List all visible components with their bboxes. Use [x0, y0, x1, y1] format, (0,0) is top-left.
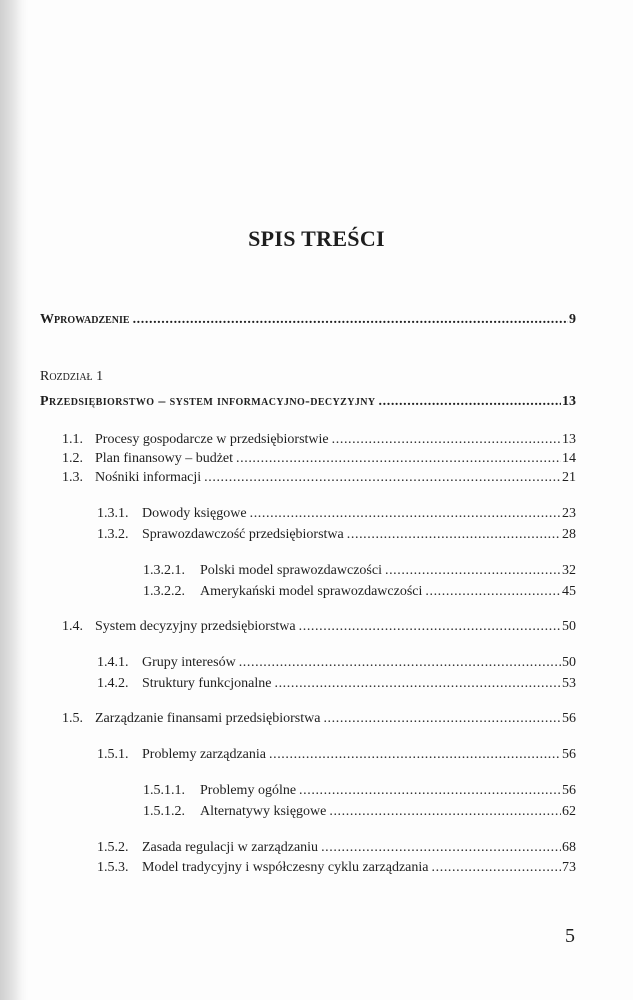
entry-number: 1.3.2.: [97, 527, 129, 542]
entry-text: System decyzyjny przedsiębiorstwa: [95, 619, 296, 634]
leader-dots: [332, 431, 561, 449]
toc-entry[interactable]: [97, 505, 576, 523]
toc-entry[interactable]: [62, 450, 576, 468]
leader-dots: [239, 654, 561, 672]
leader-dots: [329, 803, 561, 821]
entry-page: 32: [562, 563, 576, 578]
leader-dots: [299, 618, 561, 636]
toc-entry[interactable]: [97, 746, 576, 764]
leader-dots: [204, 469, 561, 487]
leader-dots: [425, 583, 561, 601]
entry-page: 68: [562, 840, 576, 855]
toc-entry[interactable]: [62, 710, 576, 728]
entry-page: 13: [562, 432, 576, 447]
entry-page: 56: [562, 783, 576, 798]
entry-text: Alternatywy księgowe: [200, 804, 327, 819]
page-gutter-fade: [22, 0, 28, 1000]
leader-dots: [347, 526, 561, 544]
toc-entry[interactable]: [97, 839, 576, 857]
toc-entry[interactable]: [62, 469, 576, 487]
leader-dots: [250, 505, 561, 523]
leader-dots: [299, 782, 561, 800]
entry-number: 1.4.: [62, 619, 83, 634]
entry-page: 50: [562, 619, 576, 634]
leader-dots: [274, 675, 561, 693]
entry-text: Model tradycyjny i współczesny cyklu zarządzania: [142, 860, 429, 875]
entry-number: 1.4.1.: [97, 655, 129, 670]
toc-entry[interactable]: [97, 675, 576, 693]
entry-page: 56: [562, 711, 576, 726]
entry-number: 1.5.1.: [97, 747, 129, 762]
entry-number: 1.3.2.1.: [143, 563, 185, 578]
leader-dots: [323, 710, 561, 728]
entry-page: 28: [562, 527, 576, 542]
entry-number: 1.3.: [62, 470, 83, 485]
entry-text: Wprowadzenie: [40, 312, 130, 327]
entry-page: 53: [562, 676, 576, 691]
toc-entry[interactable]: [62, 618, 576, 636]
entry-number: 1.5.1.2.: [143, 804, 185, 819]
page-title: SPIS TREŚCI: [248, 226, 385, 251]
page-gutter-shadow: [0, 0, 22, 1000]
entry-text: Dowody księgowe: [142, 506, 247, 521]
chapter-label: Rozdział 1: [40, 369, 104, 384]
entry-page: 50: [562, 655, 576, 670]
toc-entry[interactable]: [97, 526, 576, 544]
toc-entry[interactable]: [143, 583, 576, 601]
entry-number: 1.5.3.: [97, 860, 129, 875]
leader-dots: [385, 562, 561, 580]
entry-number: 1.4.2.: [97, 676, 129, 691]
entry-number: 1.3.1.: [97, 506, 129, 521]
entry-text: Problemy zarządzania: [142, 747, 266, 762]
leader-dots: [432, 859, 561, 877]
entry-text: Procesy gospodarcze w przedsiębiorstwie: [95, 432, 329, 447]
entry-number: 1.3.2.2.: [143, 584, 185, 599]
leader-dots: [379, 393, 561, 411]
toc-entry[interactable]: [97, 859, 576, 877]
toc-entry-introduction[interactable]: [40, 311, 576, 329]
entry-number: 1.2.: [62, 451, 83, 466]
entry-number: 1.5.1.1.: [143, 783, 185, 798]
toc-entry-chapter-1[interactable]: [40, 393, 576, 411]
entry-text: Struktury funkcjonalne: [142, 676, 272, 691]
entry-text: Plan finansowy – budżet: [95, 451, 234, 466]
toc-entry[interactable]: [143, 803, 576, 821]
entry-text: Sprawozdawczość przedsiębiorstwa: [142, 527, 344, 542]
leader-dots: [236, 450, 561, 468]
entry-text: Polski model sprawozdawczości: [200, 563, 382, 578]
toc-entry[interactable]: [143, 782, 576, 800]
entry-text: Grupy interesów: [142, 655, 236, 670]
entry-text: Zasada regulacji w zarządzaniu: [142, 840, 319, 855]
entry-text: Nośniki informacji: [95, 470, 202, 485]
entry-page: 9: [569, 312, 576, 327]
entry-page: 73: [562, 860, 576, 875]
entry-page: 45: [562, 584, 576, 599]
entry-number: 1.5.: [62, 711, 83, 726]
entry-page: 14: [562, 451, 576, 466]
leader-dots: [133, 311, 568, 329]
page-number: 5: [565, 925, 575, 947]
entry-page: 56: [562, 747, 576, 762]
entry-page: 62: [562, 804, 576, 819]
entry-text: Problemy ogólne: [200, 783, 297, 798]
entry-page: 13: [562, 394, 576, 409]
entry-number: 1.5.2.: [97, 840, 129, 855]
entry-text: Amerykański model sprawozdawczości: [200, 584, 423, 599]
leader-dots: [321, 839, 561, 857]
entry-page: 23: [562, 506, 576, 521]
entry-text: Zarządzanie finansami przedsiębiorstwa: [95, 711, 321, 726]
toc-entry[interactable]: [97, 654, 576, 672]
entry-number: 1.1.: [62, 432, 83, 447]
toc-entry[interactable]: [143, 562, 576, 580]
entry-page: 21: [562, 470, 576, 485]
toc-entry[interactable]: [62, 431, 576, 449]
leader-dots: [269, 746, 561, 764]
entry-text: Przedsiębiorstwo – system informacyjno-decyzyjny: [40, 394, 376, 409]
